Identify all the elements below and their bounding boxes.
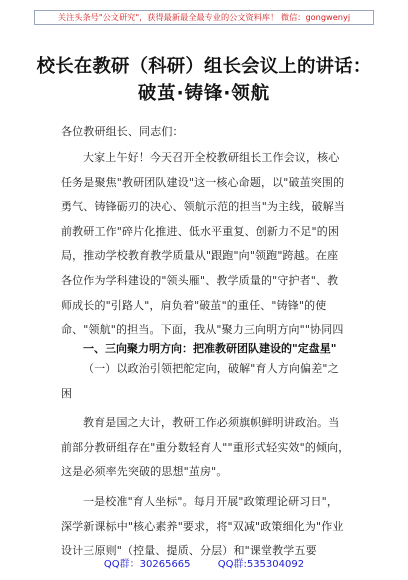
footer-qq-group-1: QQ群：30265665 [103, 559, 191, 570]
text-line: 深学新课标中"核心素养"要求，将"双减"政策细化为"作业 [61, 519, 344, 533]
document-title-line2: 破茧·铸锋·领航 [137, 83, 271, 104]
text-line: 任务是聚焦"教研团队建设"这一核心命题，以"破茧突围的 [61, 175, 345, 189]
text-line: 困 [61, 386, 73, 400]
text-line: 这是必须率先突破的思想"茧房"。 [61, 465, 228, 479]
subsection-heading-1 [61, 357, 371, 406]
text-line: 教育是国之大计，教研工作必须旗帜鲜明讲政治。当 [83, 416, 340, 429]
text-line: （一）以政治引领把舵定向，破解"育人方向偏差"之 [83, 362, 339, 375]
section-heading-1: 一、三向聚力明方向：把准教研团队建设的"定盘星" [83, 342, 337, 355]
paragraph-intro [61, 146, 371, 343]
text-line: 大家上午好！今天召开全校教研组长工作会议，核心 [83, 151, 340, 164]
text-line: 勇气、铸锋砺刃的决心、领航示范的担当"为主线，破解当 [61, 200, 345, 214]
footer-contacts [0, 555, 408, 570]
salutation: 各位教研组长、同志们： [61, 125, 184, 138]
text-line: 一是校准"育人坐标"。每月开展"政策理论研习日"， [83, 495, 338, 508]
text-line: 前部分教研组存在"重分数轻育人""重形式轻实效"的倾向， [61, 440, 350, 454]
footer-qq-group-2: QQ群:535304092 [217, 559, 305, 570]
paragraph-coordinates [61, 490, 371, 564]
text-line: 命、"领航"的担当。下面，我从"聚力三向明方向""协同四 [61, 323, 344, 337]
text-line: 前教研工作"碎片化推进、低水平重复、创新力不足"的困 [61, 224, 340, 238]
document-title-line1: 校长在教研（科研）组长会议上的讲话： [36, 56, 372, 77]
text-line: 局，推动学校教育教学质量从"跟跑"向"领跑"跨越。在座 [61, 249, 339, 263]
paragraph-politics [61, 411, 371, 485]
top-banner: 关注头条号"公文研究"，获得最新最全最专业的公文资料库！ 微信：gongwenyj [34, 10, 374, 25]
text-line: 设计三原则"（控量、提质、分层）和"课堂教学五要 [61, 544, 317, 558]
text-line: 师成长的"引路人"，肩负着"破茧"的重任、"铸锋"的使 [61, 298, 327, 312]
text-line: 各位作为学科建设的"领头雁"、教学质量的"守护者"、教 [61, 273, 339, 287]
